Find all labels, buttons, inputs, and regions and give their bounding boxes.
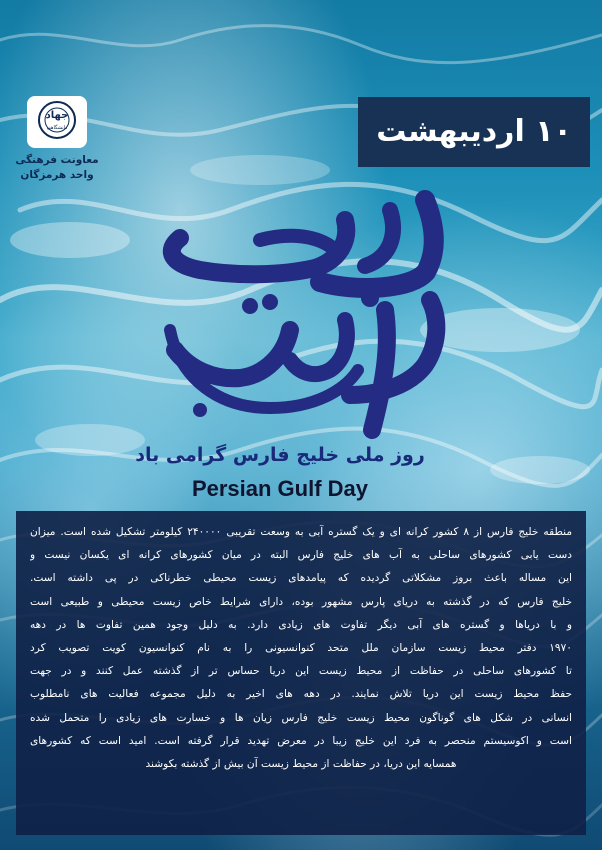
body-line: منطقه خلیج فارس از ۸ کشور کرانه ای و یک گستره آبی به وسعت تقریبی ۲۴۰۰۰۰ کیلومتر تشکیل شده است. میزان [30, 526, 572, 538]
organization-logo [14, 92, 100, 196]
body-line: و با دریاها و گستره های آبی دیگر تفاوت های زیادی دارد. به دلیل وجود همین تفاوت ها در دهه [30, 618, 572, 631]
date-banner: ۱۰ اردیبهشت [358, 97, 590, 167]
body-text-panel [16, 511, 586, 835]
body-line: انسانی در شکل های گوناگون محیط زیست خلیج فارس زیان ها و خسارت های زیادی را متحمل شده [30, 711, 572, 724]
logo-line-hormozgan-unit: واحد هرمزگان [20, 169, 94, 181]
subtitle-english: Persian Gulf Day [191, 476, 369, 501]
logo-line-cultural-deputy: معاونت فرهنگی [15, 154, 99, 166]
body-line: حفظ محیط زیست این دریا تلاش نمایند. در دهه های اخیر به دلیل مجموعه فعالیت های نامطلوب [30, 688, 572, 701]
body-line: دست یابی کشورهای ساحلی به آب های خلیج فارس البته در میان کشورهای کرانه ای یکسان نیست و [30, 549, 572, 562]
body-line: این مساله باعث بروز مشکلاتی گردیده که پیامدهای زیست محیطی خطرناکی در پی داشته است. [30, 572, 572, 585]
emblem-icon [27, 96, 87, 148]
emblem-word: جهاد [45, 110, 69, 121]
body-line: ۱۹۷۰ دفتر محیط زیست سازمان ملل متحد کنوانسیونی را به نام کنوانسیون کویت تصویب کرد [30, 641, 572, 654]
body-line: همسایه این دریا، در حفاظت از محیط زیست آن بیش از گذشته بکوشند [145, 757, 457, 770]
emblem-subword: دانشگاهی [46, 125, 68, 131]
body-line: تا کشورهای ساحلی در حفاظت از محیط زیست این دریا حساس تر از گذشته عمل کنند و در جهت [30, 665, 572, 678]
persian-gulf-calligraphy [140, 180, 460, 450]
body-line: خلیج فارس که در گذشته به دریای پارس مشهور بوده، دارای شرایط خاص زیست محیطی و طبیعی است [30, 595, 572, 608]
subtitle-persian: روز ملی خلیج فارس گرامی باد [135, 444, 425, 466]
body-line: است و اکوسیستم منحصر به فرد این خلیج زیبا در معرض تهدید قرار گرفته است. امید است که کشورهای [30, 734, 572, 747]
jahad-emblem [27, 96, 87, 148]
